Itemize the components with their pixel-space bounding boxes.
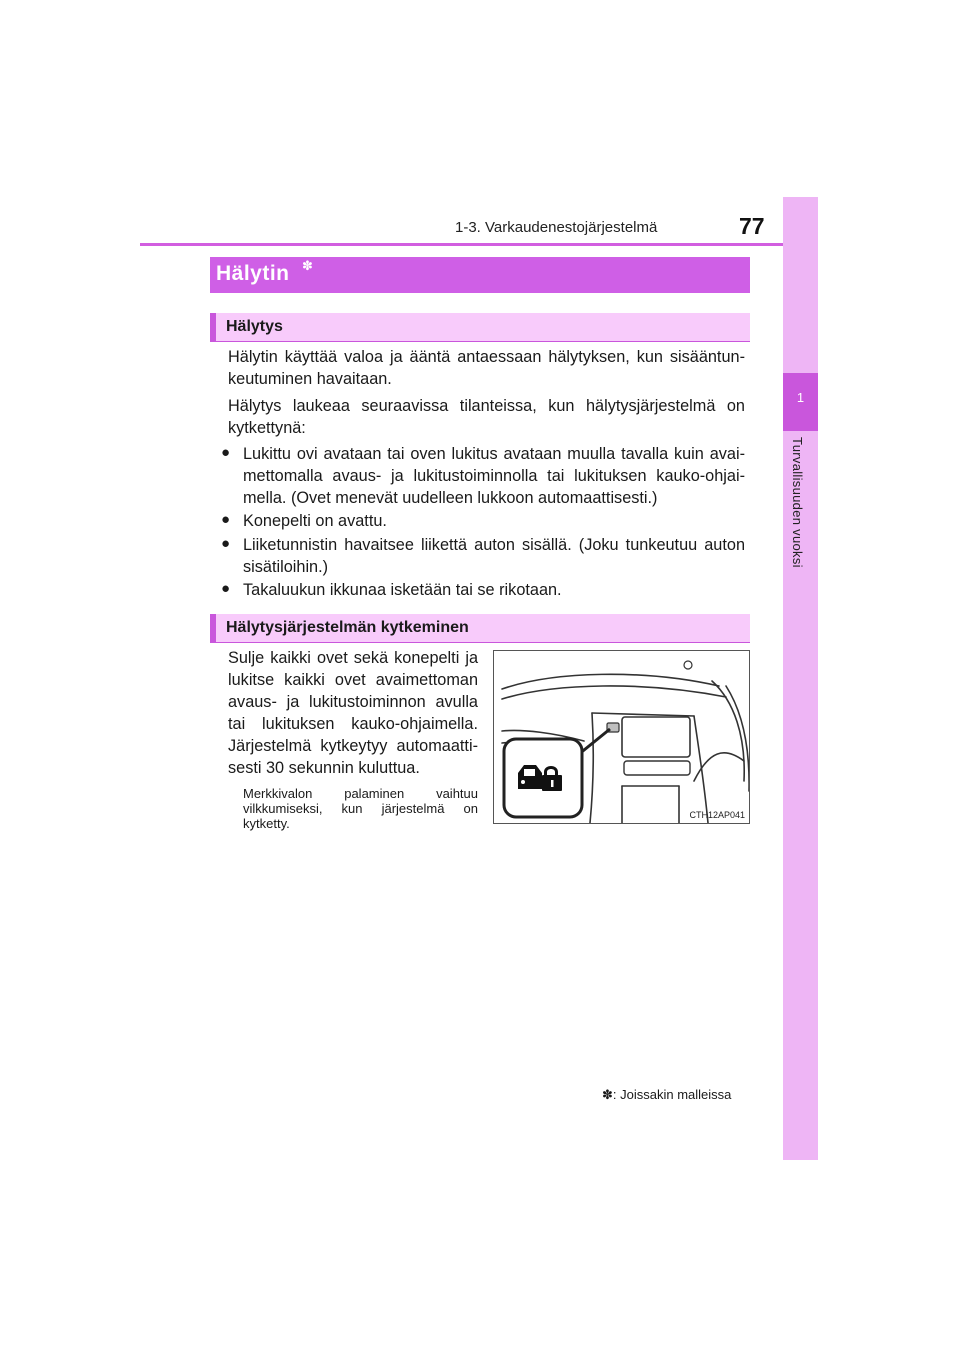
footnote-mark: ✽	[602, 1087, 613, 1102]
note-line-1: Merkkivalon palaminen vaihtuu	[243, 786, 478, 801]
section-heading-arming: Hälytysjärjestelmän kytkeminen	[226, 619, 469, 636]
bullet-4-line-1: Takaluukun ikkunaa isketään tai se rikotaan.	[243, 581, 562, 599]
chapter-number: 1	[796, 390, 805, 405]
section-heading-accent	[210, 614, 216, 643]
chapter-side-tab	[783, 197, 818, 1160]
bullet-1-line-3: mella. (Ovet menevät uudelleen lukkoon automaattisesti.)	[243, 489, 658, 507]
condition-line-2: kytkettynä:	[228, 419, 306, 437]
page-title-bar	[210, 257, 750, 293]
bullet-marker: ●	[221, 511, 231, 528]
arming-line-1: Sulje kaikki ovet sekä konepelti ja	[228, 649, 478, 667]
intro-line-2: keutuminen havaitaan.	[228, 370, 392, 388]
bullet-marker: ●	[221, 535, 231, 552]
section-heading-accent	[210, 313, 216, 342]
arming-line-3: avaus- ja lukitustoiminnon avulla	[228, 693, 478, 711]
figure-code: CTH12AP041	[689, 810, 745, 820]
dashboard-illustration	[493, 650, 750, 824]
bullet-marker: ●	[221, 444, 231, 461]
arming-line-5: Järjestelmä kytkeytyy automaatti-	[228, 737, 478, 755]
arming-line-2: lukitse kaikki ovet avaimettoman	[228, 671, 478, 689]
note-line-3: kytketty.	[243, 816, 290, 831]
intro-line-1: Hälytin käyttää valoa ja ääntä antaessaan hälytyksen, kun sisääntun-	[228, 348, 745, 366]
chapter-label: Turvallisuuden vuoksi	[790, 437, 805, 568]
note-line-2: vilkkumiseksi, kun järjestelmä on	[243, 801, 478, 816]
header-divider	[140, 243, 818, 246]
section-heading-bar	[210, 313, 750, 342]
page-number: 77	[739, 213, 765, 239]
condition-line-1: Hälytys laukeaa seuraavissa tilanteissa, kun hälytysjärjestelmä on	[228, 397, 745, 415]
footnote	[602, 1087, 731, 1103]
section-heading-alarm: Hälytys	[226, 318, 283, 335]
bullet-1-line-2: mettomalla avaus- ja lukitustoiminnolla tai lukituksen kauko-ohjai-	[243, 467, 745, 485]
dashboard-drawing	[494, 651, 750, 824]
bullet-3-line-2: sisätiloihin.)	[243, 558, 329, 576]
arming-line-6: sesti 30 sekunnin kuluttua.	[228, 759, 420, 777]
footnote-text: : Joissakin malleissa	[612, 1087, 732, 1102]
bullet-1-line-1: Lukittu ovi avataan tai oven lukitus avataan muulla tavalla kuin avai-	[243, 445, 745, 463]
title-footnote-mark: ✽	[302, 258, 313, 273]
bullet-marker: ●	[221, 580, 231, 597]
page-title: Hälytin	[216, 262, 290, 285]
arming-line-4: tai lukituksen kauko-ohjaimella.	[228, 715, 478, 733]
header-section-title: 1-3. Varkaudenestojärjestelmä	[455, 219, 658, 236]
bullet-2-line-1: Konepelti on avattu.	[243, 512, 387, 530]
bullet-3-line-1: Liiketunnistin havaitsee liikettä auton sisällä. (Joku tunkeutuu auton	[243, 536, 745, 554]
